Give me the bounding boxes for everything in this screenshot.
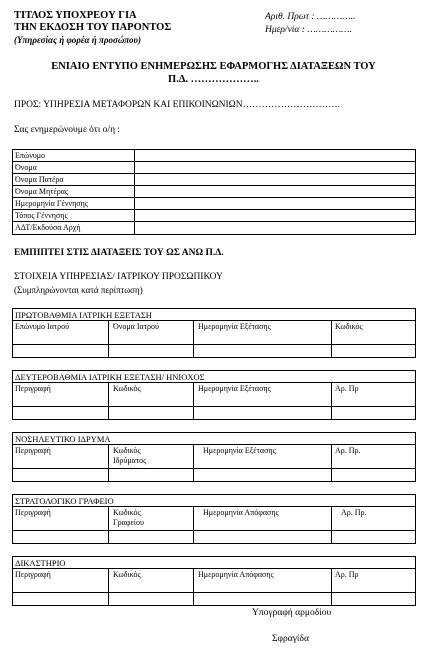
section-column-divider	[331, 507, 332, 543]
section-column-header: Όνομα Ιατρού	[113, 322, 159, 331]
section-column-header: Αρ. Πρ	[335, 570, 359, 579]
issuer-line-1: ΤΙΤΛΟΣ ΥΠΟΧΡΕΟΥ ΓΙΑ	[14, 10, 137, 21]
section-value-cell[interactable]	[14, 593, 107, 603]
section-column-header: Κωδικός	[335, 322, 363, 331]
section-column-header: Κωδικός	[113, 384, 141, 393]
section-column-divider	[331, 321, 332, 357]
section-title-divider	[13, 382, 415, 383]
section-table	[12, 308, 416, 358]
person-field-label: Όνομα	[15, 163, 37, 172]
section-column-header: Ημερομηνία Εξέτασης	[198, 384, 271, 393]
section-value-cell[interactable]	[333, 407, 411, 417]
section-value-cell[interactable]	[14, 469, 107, 479]
section-table	[12, 556, 416, 606]
section-title-divider	[13, 444, 415, 445]
section-column-divider	[108, 321, 109, 357]
section-value-cell[interactable]	[110, 531, 192, 541]
section-title: ΔΕΥΤΕΡΟΒΑΘΜΙΑ ΙΑΤΡΙΚΗ ΕΞΕΤΑΣΗ/ ΗΝΙΟΧΟΣ	[15, 372, 205, 382]
protocol-number: Αριθ. Πρωτ : …………..	[265, 12, 356, 22]
person-field-value[interactable]	[137, 174, 413, 185]
section-column-header: Περιγραφή	[15, 384, 51, 393]
falls-under-statement: ΕΜΠΙΠΤΕΙ ΣΤΙΣ ΔΙΑΤΑΞΕΙΣ ΤΟΥ ΩΣ ΑΝΩ Π.Δ.	[14, 248, 224, 258]
section-column-divider	[331, 445, 332, 481]
person-field-label: Όνομα Πατέρα	[15, 175, 64, 184]
section-value-cell[interactable]	[195, 407, 330, 417]
section-column-divider	[331, 383, 332, 419]
person-field-value[interactable]	[137, 186, 413, 197]
section-table	[12, 494, 416, 544]
section-column-divider	[108, 569, 109, 605]
section-value-cell[interactable]	[14, 531, 107, 541]
recipient: ΠΡΟΣ: ΥΠΗΡΕΣΙΑ ΜΕΤΑΦΟΡΩΝ ΚΑΙ ΕΠΙΚΟΙΝΩΝΙΩΝ………………………….	[14, 100, 340, 110]
section-table	[12, 370, 416, 420]
person-field-value[interactable]	[137, 198, 413, 209]
section-value-cell[interactable]	[110, 345, 192, 355]
person-field-label: Επώνυμο	[15, 151, 46, 160]
section-column-header: Κωδικός Ιδρύματος	[113, 446, 147, 465]
section-table	[12, 432, 416, 482]
section-value-cell[interactable]	[195, 469, 330, 479]
service-heading: ΣΤΟΙΧΕΙΑ ΥΠΗΡΕΣΙΑΣ/ ΙΑΤΡΙΚΟΥ ΠΡΟΣΩΠΙΚΟΥ	[14, 272, 223, 282]
section-column-divider	[193, 383, 194, 419]
section-title: ΠΡΩΤΟΒΑΘΜΙΑ ΙΑΤΡΙΚΗ ΕΞΕΤΑΣΗ	[15, 310, 152, 320]
section-value-cell[interactable]	[333, 531, 411, 541]
issuer-line-2: ΤΗΝ ΕΚΔΟΣΗ ΤΟΥ ΠΑΡΟΝΤΟΣ	[14, 22, 172, 33]
section-value-cell[interactable]	[333, 469, 411, 479]
section-column-header: Αρ. Πρ.	[335, 446, 361, 455]
section-value-cell[interactable]	[110, 407, 192, 417]
section-value-cell[interactable]	[333, 593, 411, 603]
section-column-divider	[193, 445, 194, 481]
section-title-divider	[13, 568, 415, 569]
section-column-divider	[193, 507, 194, 543]
section-column-divider	[193, 321, 194, 357]
service-note: (Συμπληρώνονται κατά περίπτωση)	[14, 285, 143, 295]
section-column-divider	[108, 383, 109, 419]
form-title-line-2: Π.Δ. ………………..	[168, 74, 259, 85]
section-value-cell[interactable]	[14, 407, 107, 417]
section-title-divider	[13, 320, 415, 321]
stamp-label: Σφραγίδα	[272, 634, 309, 644]
person-field-value[interactable]	[137, 162, 413, 173]
section-column-header: Κωδικός Γραφείου	[113, 508, 144, 527]
section-title: ΝΟΣΗΛΕΥΤΙΚΟ ΙΔΡΥΜΑ	[15, 434, 111, 444]
section-value-cell[interactable]	[195, 345, 330, 355]
person-field-value[interactable]	[137, 210, 413, 221]
person-field-label: Τόπος Γέννησης	[15, 211, 68, 220]
section-column-header: Ημερομηνία Απόφασης	[203, 508, 279, 517]
section-column-header: Αρ. Πρ.	[341, 508, 367, 517]
person-field-value[interactable]	[137, 150, 413, 161]
section-column-header: Ημερομηνία Εξέτασης	[203, 446, 276, 455]
section-title: ΔΙΚΑΣΤΗΡΙΟ	[15, 558, 66, 568]
section-value-cell[interactable]	[333, 345, 411, 355]
document-date: Ημερ/νία : …………….	[265, 25, 352, 35]
section-column-divider	[108, 445, 109, 481]
section-column-header: Κωδικός	[113, 570, 141, 579]
section-value-cell[interactable]	[195, 531, 330, 541]
person-field-label: Ημερομηνία Γέννησης	[15, 199, 88, 208]
person-field-label: ΑΔΤ/Εκδούσα Αρχή	[15, 223, 81, 232]
section-column-header: Περιγραφή	[15, 508, 51, 517]
issuer-line-3: (Υπηρεσίας ή φορέα ή προσώπου)	[14, 35, 141, 45]
section-column-header: Ημερομηνία Εξέτασης	[198, 322, 271, 331]
section-value-cell[interactable]	[195, 593, 330, 603]
section-title: ΣΤΡΑΤΟΛΟΓΙΚΟ ΓΡΑΦΕΙΟ	[15, 496, 114, 506]
inform-text: Σας ενημερώνουμε ότι ο/η :	[14, 125, 121, 135]
person-details-table	[12, 149, 416, 235]
person-field-value[interactable]	[137, 222, 413, 233]
section-value-cell[interactable]	[110, 469, 192, 479]
section-column-header: Αρ. Πρ	[335, 384, 359, 393]
section-value-cell[interactable]	[14, 345, 107, 355]
section-column-divider	[108, 507, 109, 543]
person-field-label: Όνομα Μητέρας	[15, 187, 69, 196]
section-value-cell[interactable]	[110, 593, 192, 603]
section-column-divider	[331, 569, 332, 605]
section-column-header: Επώνυμο Ιατρού	[15, 322, 70, 331]
signature-label: Υπογραφή αρμοδίου	[252, 608, 332, 618]
section-column-header: Ημερομηνία Απόφασης	[198, 570, 274, 579]
section-column-header: Περιγραφή	[15, 570, 51, 579]
section-column-header: Περιγραφή	[15, 446, 51, 455]
section-title-divider	[13, 506, 415, 507]
section-column-divider	[193, 569, 194, 605]
form-title-line-1: ΕΝΙΑΙΟ ΕΝΤΥΠΟ ΕΝΗΜΕΡΩΣΗΣ ΕΦΑΡΜΟΓΗΣ ΔΙΑΤΑΞΕΩΝ ΤΟΥ	[51, 61, 376, 72]
